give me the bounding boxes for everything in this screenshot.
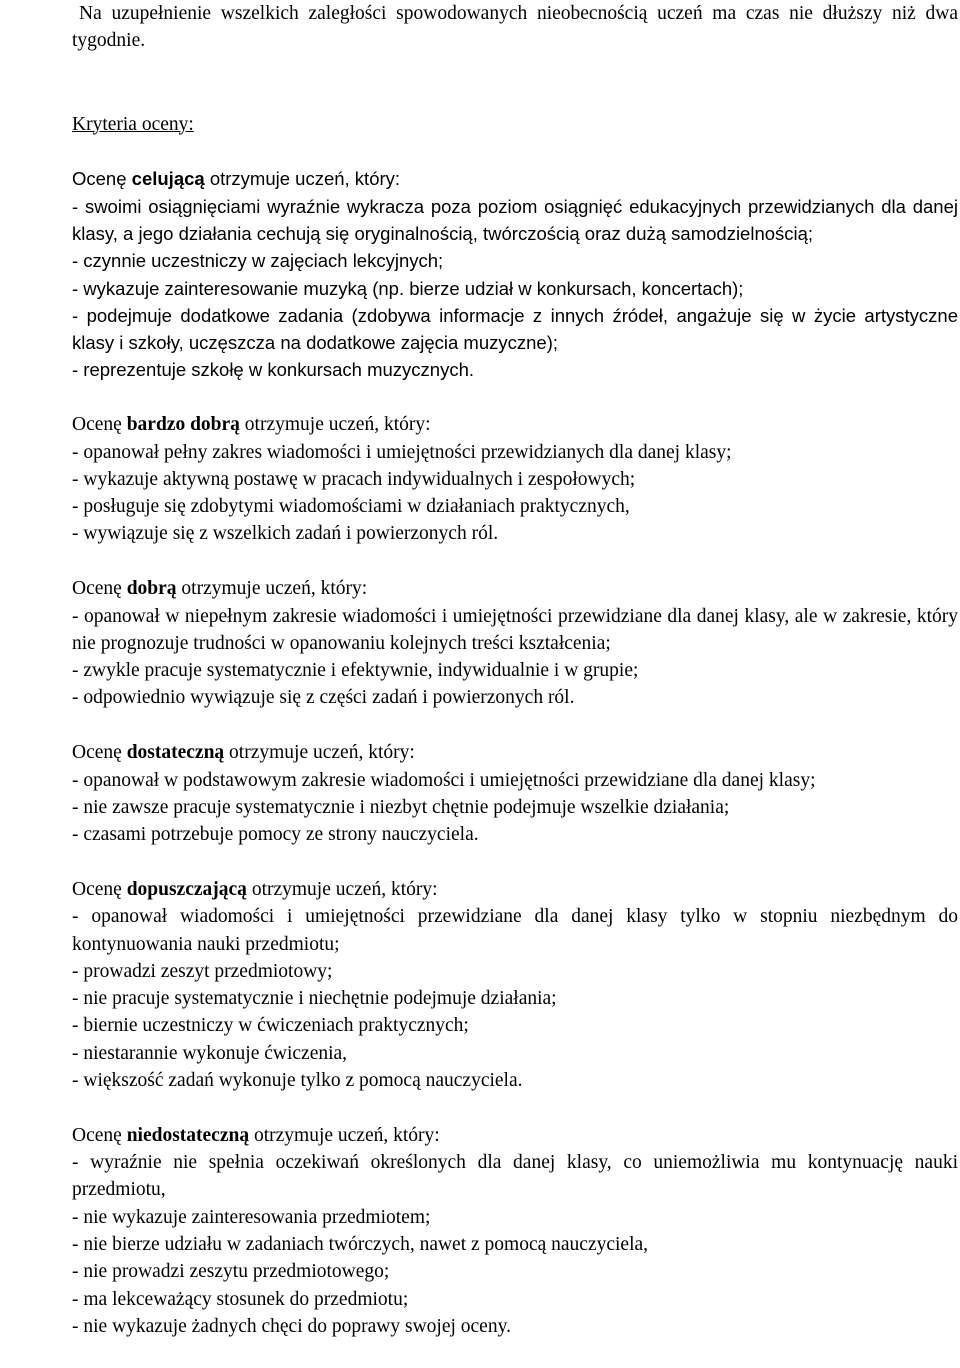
list-item: - czynnie uczestniczy w zajęciach lekcyjnych;	[72, 250, 444, 272]
list-item: - prowadzi zeszyt przedmiotowy;	[72, 960, 333, 982]
grade-section-celujaca	[72, 165, 958, 383]
list-item: - nie wykazuje żadnych chęci do poprawy swojej oceny.	[72, 1315, 511, 1337]
list-item: - nie wykazuje zainteresowania przedmiotem;	[72, 1206, 431, 1228]
list-item: - nie zawsze pracuje systematycznie i niezbyt chętnie podejmuje wszelkie działania;	[72, 796, 730, 818]
document-page	[72, 0, 958, 1340]
grade-name: bardzo dobrą	[126, 414, 240, 436]
list-item: - wywiązuje się z wszelkich zadań i powierzonych ról.	[72, 523, 499, 545]
criteria-title: Kryteria oceny:	[72, 113, 194, 135]
grade-heading	[72, 876, 958, 903]
heading-suffix: otrzymuje uczeń, który:	[224, 742, 415, 764]
grade-heading	[72, 739, 958, 766]
list-item: - opanował pełny zakres wiadomości i umiejętności przewidzianych dla danej klasy;	[72, 441, 732, 463]
grade-section-dobra	[72, 575, 958, 711]
list-item: - wykazuje zainteresowanie muzyką (np. bierze udział w konkursach, koncertach);	[72, 277, 744, 299]
grade-heading	[72, 411, 958, 438]
heading-suffix: otrzymuje uczeń, który:	[239, 414, 431, 436]
list-item: - wykazuje aktywną postawę w pracach indywidualnych i zespołowych;	[72, 468, 636, 490]
list-item: - swoimi osiągnięciami wyraźnie wykracza poza poziom osiągnięć edukacyjnych przewidzianych dla danej klasy, a jego działania cechują się oryginalnością, twórczością oraz dużą samodzielnością;	[72, 195, 958, 244]
heading-prefix: Ocenę	[72, 414, 127, 436]
grade-name: dopuszczającą	[126, 878, 247, 900]
grade-section-bardzo-dobra	[72, 411, 958, 547]
list-item: - reprezentuje szkołę w konkursach muzycznych.	[72, 359, 475, 381]
list-item: - nie bierze udziału w zadaniach twórczych, nawet z pomocą nauczyciela,	[72, 1233, 649, 1255]
list-item: - opanował w podstawowym zakresie wiadomości i umiejętności przewidziane dla danej klasy;	[72, 769, 816, 791]
list-item: - czasami potrzebuje pomocy ze strony nauczyciela.	[72, 824, 479, 846]
heading-prefix: Ocenę	[72, 878, 127, 900]
list-item: - zwykle pracuje systematycznie i efektywnie, indywidualnie i w grupie;	[72, 660, 639, 682]
list-item: - odpowiednio wywiązuje się z części zadań i powierzonych ról.	[72, 687, 575, 709]
heading-suffix: otrzymuje uczeń, który:	[246, 878, 438, 900]
list-item: - ma lekceważący stosunek do przedmiotu;	[72, 1288, 409, 1310]
grade-heading	[72, 165, 958, 192]
heading-prefix: Ocenę	[72, 742, 127, 764]
heading-suffix: otrzymuje uczeń, który:	[176, 578, 368, 600]
grade-name: celującą	[131, 168, 205, 190]
list-item: - opanował w niepełnym zakresie wiadomości i umiejętności przewidziane dla danej klasy, ale w zakresie, który nie prognozuje trudności w opanowaniu kolejnych treści kształcenia;	[72, 605, 958, 654]
grade-name: niedostateczną	[126, 1124, 250, 1146]
list-item: - opanował wiadomości i umiejętności przewidziane dla danej klasy tylko w stopniu niezbędnym do kontynuowania nauki przedmiotu;	[72, 906, 958, 955]
grade-section-dostateczna	[72, 739, 958, 848]
list-item: - posługuje się zdobytymi wiadomościami w działaniach praktycznych,	[72, 496, 630, 518]
list-item: - nie pracuje systematycznie i niechętnie podejmuje działania;	[72, 988, 557, 1010]
heading-suffix: otrzymuje uczeń, który:	[249, 1124, 440, 1146]
grade-name: dostateczną	[126, 742, 225, 764]
list-item: - wyraźnie nie spełnia oczekiwań określonych dla danej klasy, co uniemożliwia mu kontynuację nauki przedmiotu,	[72, 1152, 958, 1201]
list-item: - niestarannie wykonuje ćwiczenia,	[72, 1042, 348, 1064]
grade-heading	[72, 575, 958, 602]
list-item: - podejmuje dodatkowe zadania (zdobywa informacje z innych źródeł, angażuje się w życie artystyczne klasy i szkoły, uczęszcza na dodatkowe zajęcia muzyczne);	[72, 304, 958, 354]
grade-section-dopuszczajaca	[72, 876, 958, 1094]
grade-heading	[72, 1122, 958, 1149]
heading-prefix: Ocenę	[72, 578, 127, 600]
list-item: - większość zadań wykonuje tylko z pomocą nauczyciela.	[72, 1070, 523, 1091]
grade-section-niedostateczna	[72, 1122, 958, 1340]
list-item: - biernie uczestniczy w ćwiczeniach praktycznych;	[72, 1015, 469, 1037]
grade-name: dobrą	[126, 578, 177, 600]
list-item: - nie prowadzi zeszytu przedmiotowego;	[72, 1261, 390, 1283]
heading-prefix: Ocenę	[72, 168, 132, 190]
heading-suffix: otrzymuje uczeń, który:	[204, 168, 401, 190]
heading-prefix: Ocenę	[72, 1124, 127, 1146]
intro-paragraph: Na uzupełnienie wszelkich zaległości spowodowanych nieobecnością uczeń ma czas nie dłuższy niż dwa tygodnie.	[72, 3, 958, 52]
